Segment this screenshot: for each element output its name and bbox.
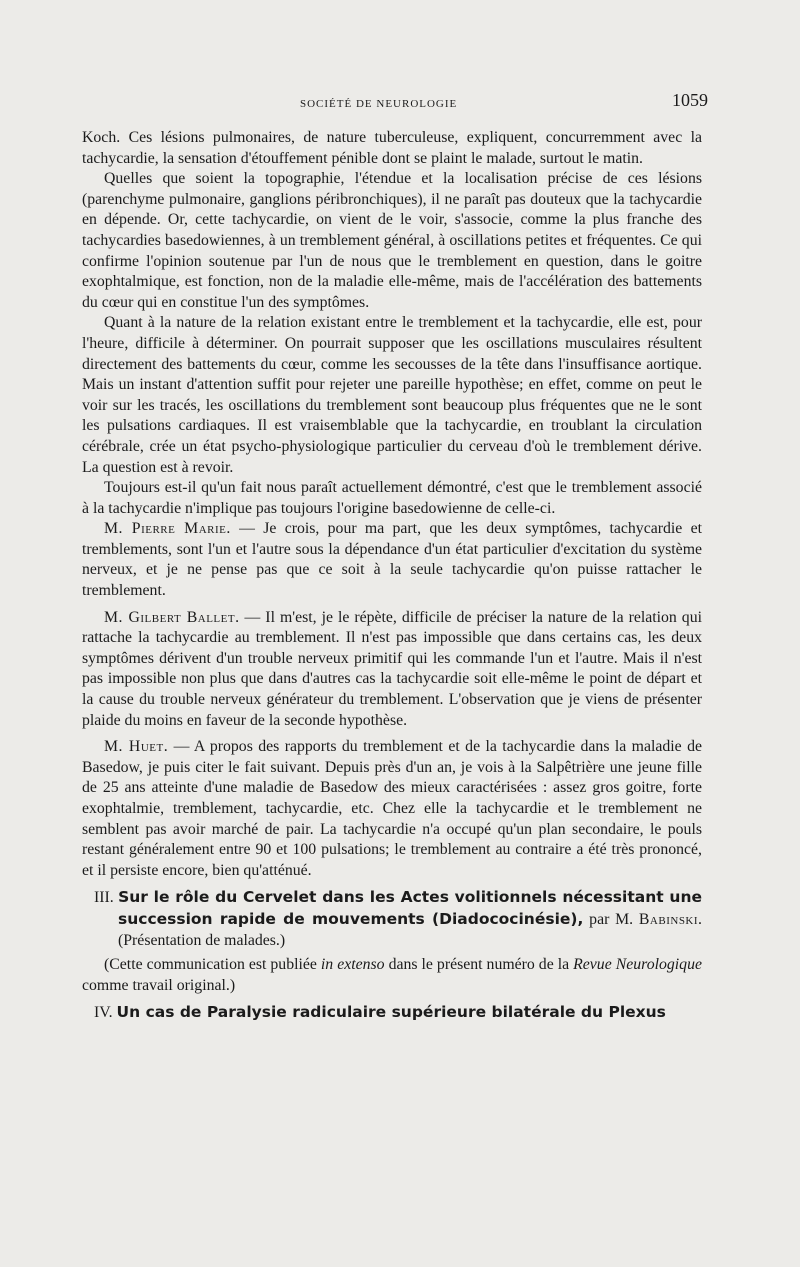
note-italic: Revue Neurologique	[573, 956, 702, 974]
publication-note	[82, 955, 702, 996]
speaker-name: M. Pierre Marie.	[104, 520, 231, 538]
section-by: par M.	[583, 910, 639, 928]
speaker-text: — Je crois, pour ma part, que les deux symptômes, tachycardie et tremblements, sont l'un et l'autre sous la dépendance d'un état particulier d'excitation du système nerveux, et je ne pense pas que ce soit à la seule tachycardie qu'on puisse rattacher le tremblement.	[82, 520, 702, 600]
running-title: SOCIÉTÉ DE NEUROLOGIE	[300, 98, 458, 110]
section-author: Babinski	[638, 910, 699, 928]
speaker-name: M. Huet.	[104, 738, 169, 756]
paragraph-gilbert-ballet	[82, 608, 702, 732]
section-heading-4	[82, 1002, 702, 1024]
speaker-name: M. Gilbert Ballet.	[104, 608, 240, 626]
paragraph: Toujours est-il qu'un fait nous paraît actuellement démontré, c'est que le tremblement associé à la tachycardie n'implique pas toujours l'origine basedowienne de celle-ci.	[82, 479, 702, 517]
paragraph: Koch. Ces lésions pulmonaires, de nature tuberculeuse, expliquent, concurremment avec la tachycardie, la sensation d'étouffement pénible dont se plaint le malade, surtout le matin.	[82, 129, 702, 167]
page-body	[82, 128, 702, 1024]
page-number: 1059	[672, 90, 708, 110]
paragraph: Quant à la nature de la relation existant entre le tremblement et la tachycardie, elle est, pour l'heure, difficile à déterminer. On pourrait supposer que les oscillations musculaires résultent directement des battements du cœur, comme les secousses de la tête dans l'insuffisance aortique. Mais un instant d'attention suffit pour rejeter une pareille hypothèse; en effet, comme on peut le voir sur les tracés, les oscillations du tremblement sont beaucoup plus fréquentes que ne le sont les pulsations cardiaques. Il est vraisemblable que la tachycardie, en troublant la circulation cérébrale, crée un état psycho-physiologique particulier du cerveau d'où le tremblement dérive. La question est à revoir.	[82, 314, 702, 476]
speaker-text: — Il m'est, je le répète, difficile de préciser la nature de la relation qui rattache la tachycardie au tremblement. Il n'est pas impossible que dans certains cas, les deux symptômes dérivent d'un trouble nerveux primitif qui les commande l'un et l'autre. Mais il n'est pas impossible non plus que dans d'autres cas la tachycardie soit elle-même le point de départ et la cause du trouble nerveux générateur du tremblement. L'observation que je viens de présenter plaide du moins en faveur de la seconde hypothèse.	[82, 608, 702, 729]
paragraph-huet	[82, 737, 702, 881]
section-tail: . (Présentation de malades.)	[118, 910, 702, 949]
section-title: Sur le rôle du Cervelet dans les Actes volitionnels nécessitant une succession rapide de mouvements (Diadococinésie),	[118, 888, 702, 928]
paragraph-pierre-marie	[82, 519, 702, 601]
note-text: dans le présent numéro de la	[384, 956, 574, 974]
note-text: (Cette communication est publiée	[104, 956, 321, 974]
note-text: comme travail original.)	[82, 976, 236, 994]
section-number: III.	[94, 889, 114, 907]
speaker-text: — A propos des rapports du tremblement et de la tachycardie dans la maladie de Basedow, je puis citer le fait suivant. Depuis près d'un an, je vois à la Salpêtrière une jeune fille de 25 ans atteinte d'une maladie de Basedow des mieux caractérisées : assez gros goitre, forte exophtalmie, tremblement, tachycardie, etc. Chez elle la tachycardie et le tremblement ne semblent pas avoir marché de pair. La tachycardie n'a occupé qu'un plan secondaire, le pouls restant généralement entre 90 et 100 pulsations; le tremblement au contraire a été très prononcé, et il persiste encore, bien qu'atténué.	[82, 738, 703, 879]
section-heading-3	[82, 887, 702, 951]
page-header	[90, 90, 710, 114]
paragraph: Quelles que soient la topographie, l'étendue et la localisation précise de ces lésions (parenchyme pulmonaire, ganglions péribronchiques), il ne paraît pas douteux que la tachycardie en dépende. Or, cette tachycardie, on vient de le voir, s'associe, comme la plus franche des tachycardies basedowiennes, à un tremblement général, à oscillations petites et fréquentes. Ce qui confirme l'opinion soutenue par l'un de nous que le tremblement en question, dans le goitre exophtalmique, est fonction, non de la maladie elle-même, mais de l'accélération des battements du cœur qui en constitue l'un des symptômes.	[82, 170, 702, 311]
note-italic: in extenso	[320, 956, 385, 974]
section-title: Un cas de Paralysie radiculaire supérieure bilatérale du Plexus	[116, 1003, 666, 1022]
section-number: IV.	[94, 1004, 113, 1022]
